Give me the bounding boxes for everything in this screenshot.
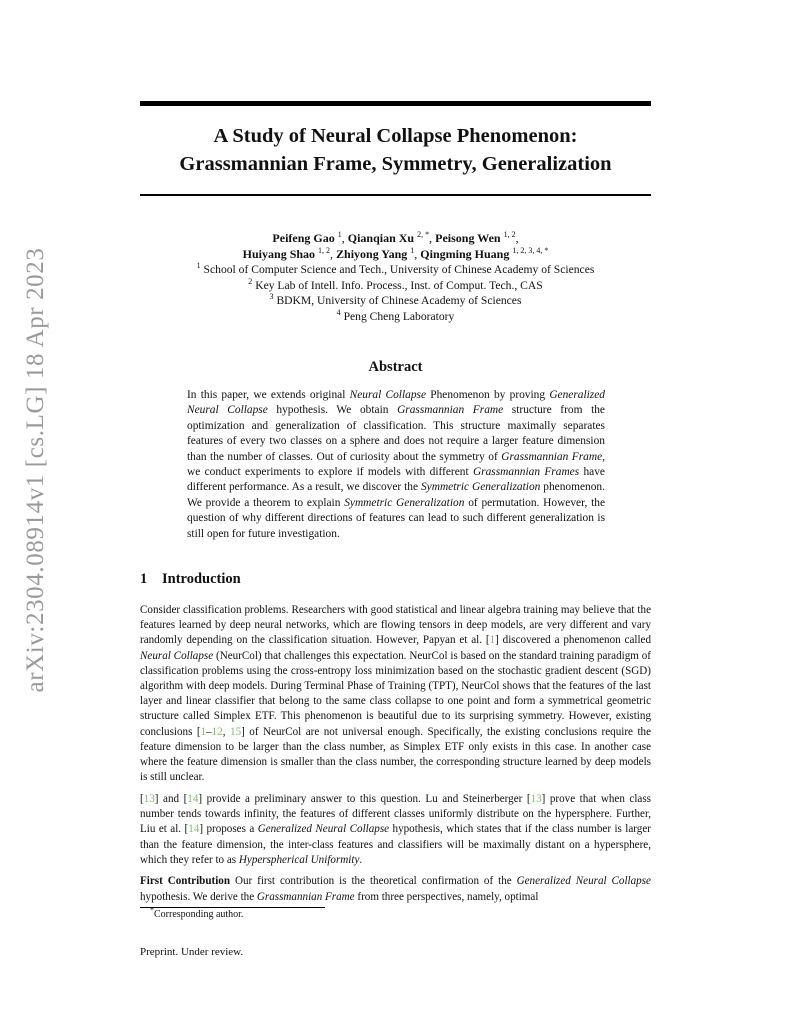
footnote-text: Corresponding author.	[154, 909, 244, 920]
citation-link[interactable]: 14	[188, 823, 200, 836]
author-block	[140, 231, 651, 325]
paragraph-3	[140, 874, 651, 904]
author-name: Peifeng Gao	[272, 231, 335, 245]
abstract-term: Grassmannian Frames	[472, 466, 580, 479]
abstract-text: Phenomenon by proving	[426, 389, 550, 401]
author-name: Qingming Huang	[420, 246, 510, 261]
abstract-term: Grassmannian Frame	[397, 404, 504, 417]
author-name: Qianqian Xu	[347, 231, 415, 245]
abstract-text: In this paper, we extends original	[187, 389, 350, 401]
title-line-1: A Study of Neural Collapse Phenomenon:	[213, 125, 578, 147]
section-title: Introduction	[162, 571, 241, 587]
para-term: Generalized Neural Collapse	[257, 823, 390, 836]
abstract-term: Generalized Neural Collapse	[187, 389, 605, 417]
para-text: ] and [	[154, 792, 188, 805]
para-lead: First Contribution	[140, 875, 230, 888]
author-name: Zhiyong Yang	[336, 246, 408, 261]
affiliation	[140, 262, 651, 278]
paragraph-2	[140, 792, 651, 868]
footer-note: Preprint. Under review.	[140, 946, 244, 958]
para-text: hypothesis. We derive the	[140, 890, 257, 903]
affiliation-sup: 4	[336, 308, 341, 318]
abstract-text: of permutation. However, the question of why different directions of features can lead to such different generalization is still open for future investigation.	[187, 496, 605, 540]
affiliation-sup: 2	[248, 276, 253, 286]
author-sup: 2, *	[417, 230, 430, 239]
para-text: .	[359, 853, 363, 866]
citation-link[interactable]: 12	[211, 725, 223, 738]
para-text: (NeurCol) that challenges this expectation. NeurCol is based on the standard training paradigm of classification problems using the cross-entropy loss minimization based on the stochastic gradient descent (SGD) algorithm with deep models. During Terminal Phase of Training (TPT), NeurCol shows that the features of the last layer and linear classifier that belong to the same class collapse to one point and form a symmetrical geometric structure called Simplex ETF. This phenomenon is beautiful due to its surprising symmetry. However, existing conclusions [	[140, 649, 651, 738]
author-sup: 1, 2, 3, 4, *	[512, 245, 549, 255]
section-number: 1	[140, 571, 148, 587]
author-name: Huiyang Shao	[242, 246, 316, 261]
affiliation	[140, 293, 651, 309]
footnote-rule	[140, 907, 325, 908]
citation-link[interactable]: 14	[187, 792, 199, 805]
para-text: –	[206, 725, 212, 738]
para-text: [	[140, 792, 144, 805]
abstract-term: Symmetric Generalization	[420, 481, 541, 494]
affiliation	[140, 278, 651, 294]
title-bottom-rule	[140, 194, 651, 196]
author-sup: 1	[410, 245, 415, 255]
para-text: ] discovered a phenomenon called	[495, 634, 652, 647]
abstract-term: Neural Collapse	[349, 389, 427, 401]
author-sup: 1, 2	[503, 230, 516, 239]
abstract-term: Grassmannian Frame	[501, 450, 603, 463]
affiliation	[140, 309, 651, 325]
body-text	[140, 603, 651, 911]
citation-link[interactable]: 1	[489, 634, 496, 647]
para-text: ] provide a preliminary answer to this question. Lu and Steinerberger [	[198, 792, 531, 805]
affiliation-sup: 3	[269, 292, 274, 302]
section-heading	[140, 571, 241, 588]
abstract-body	[187, 388, 605, 542]
title-line-2: Grassmannian Frame, Symmetry, Generalization	[179, 153, 612, 175]
affiliation-text: Key Lab of Intell. Info. Process., Inst. of Comput. Tech., CAS	[255, 278, 543, 292]
para-term: Generalized Neural Collapse	[516, 875, 651, 888]
arxiv-watermark: arXiv:2304.08914v1 [cs.LG] 18 Apr 2023	[22, 247, 49, 693]
title-top-rule	[140, 101, 651, 106]
paragraph-1	[140, 603, 651, 785]
abstract-text: hypothesis. We obtain	[267, 404, 398, 417]
affiliation-text: Peng Cheng Laboratory	[343, 309, 455, 323]
para-text: Our first contribution is the theoretical confirmation of the	[230, 875, 517, 888]
para-text: Consider classification problems. Researchers with good statistical and linear algebra training may believe that the features learned by deep neural networks, which are flowing tensors in deep models, are very different and vary randomly depending on the classification situation. However, Papyan et al. [	[140, 604, 651, 647]
para-text: hypothesis, which states that if the class number is larger than the feature dimension, the inter-class features and classifiers will be maximally distant on a hypersphere, which they refer to as	[140, 823, 651, 866]
citation-link[interactable]: 13	[530, 792, 542, 805]
abstract-text: phenomenon. We provide a theorem to explain	[187, 481, 605, 509]
abstract-text: have different performance. As a result, we discover the	[187, 466, 605, 494]
para-text: ] prove that when class number tends towards infinity, the features of different classes uniformly distribute on the hypersphere. Further, Liu et al. [	[140, 792, 651, 836]
citation-link[interactable]: 15	[230, 725, 242, 738]
para-term: Hyperspherical Uniformity	[238, 853, 360, 866]
author-line-2: Huiyang Shao $^{1, 2}$, Zhiyong Yang $^1$, Qingming Huang $^{1, 2, 3, 4, *}$	[242, 245, 549, 261]
footnote-mark: *	[150, 905, 154, 915]
para-term: Neural Collapse	[140, 649, 214, 662]
paper-title	[140, 122, 651, 178]
abstract-text: , we conduct experiments to explore if models with different	[187, 450, 605, 479]
para-text: from three perspectives, namely, optimal	[354, 890, 539, 903]
para-text: ] proposes a	[199, 823, 258, 836]
abstract-heading: Abstract	[368, 359, 423, 375]
abstract-text: structure from the optimization and generalization of classification. This structure maximally separates features of every two classes on a sphere and does not require a larger feature dimension than the number of classes. Out of curiosity about the symmetry of	[187, 404, 605, 463]
para-text: ] of NeurCol are not universal enough. Specifically, the existing conclusions require the feature dimension to be larger than the class number, as Simplex ETF only exists in this case. In another case where the feature dimension is smaller than the class number, the corresponding structure learned by deep models is still unclear.	[140, 725, 651, 784]
affiliation-text: BDKM, University of Chinese Academy of Sciences	[276, 294, 522, 308]
citation-link[interactable]: 1	[200, 725, 207, 738]
author-sup: 1	[337, 230, 342, 239]
footnote	[150, 905, 244, 920]
para-term: Grassmannian Frame	[256, 890, 355, 903]
abstract-term: Symmetric Generalization	[344, 496, 465, 509]
author-name: Peisong Wen	[435, 231, 501, 245]
author-line-1: Peifeng Gao $^1$, Qianqian Xu $^{2, *}$, Peisong Wen $^{1, 2}$,	[272, 230, 519, 245]
para-text: ,	[222, 725, 231, 738]
author-sup: 1, 2	[318, 245, 331, 255]
citation-link[interactable]: 13	[143, 792, 155, 805]
affiliation-text: School of Computer Science and Tech., University of Chinese Academy of Sciences	[203, 263, 595, 277]
affiliation-sup: 1	[196, 261, 201, 271]
